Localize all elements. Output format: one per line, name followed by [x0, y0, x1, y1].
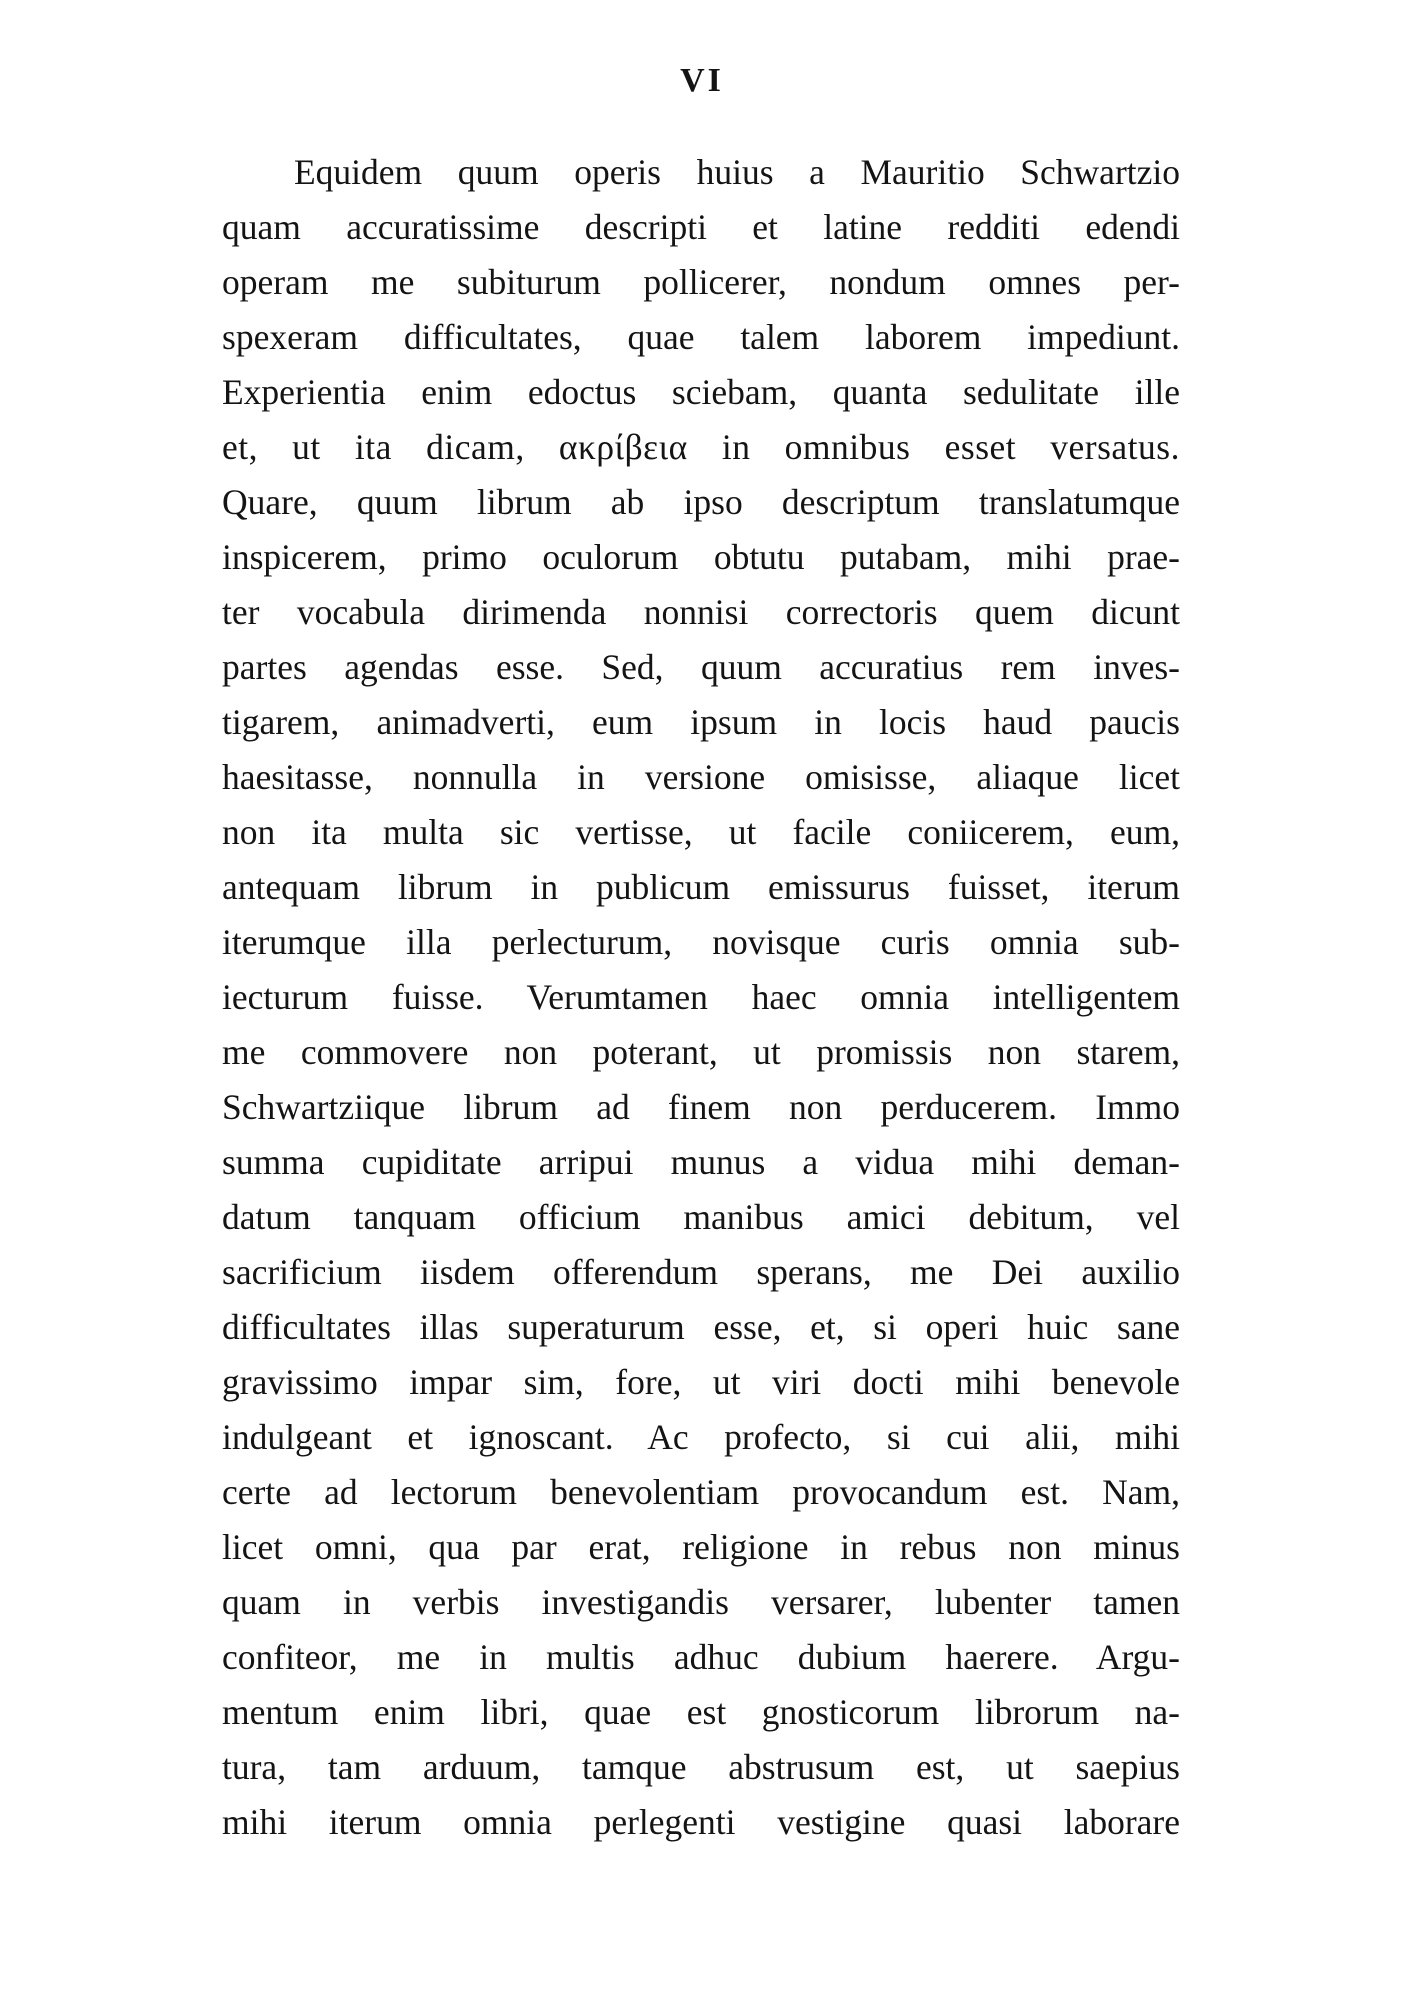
text-line: mihi iterum omnia perlegenti vestigine quasi laborare [222, 1802, 1180, 1842]
text-line: non ita multa sic vertisse, ut facile coniicerem, eum, [222, 812, 1180, 852]
text-line: iecturum fuisse. Verumtamen haec omnia intelligentem [222, 977, 1180, 1017]
text-line: Quare, quum librum ab ipso descriptum translatumque [222, 482, 1180, 522]
text-line: tura, tam arduum, tamque abstrusum est, ut saepius [222, 1747, 1180, 1787]
text-line: quam in verbis investigandis versarer, lubenter tamen [222, 1582, 1180, 1622]
text-line: certe ad lectorum benevolentiam provocandum est. Nam, [222, 1472, 1180, 1512]
text-line: licet omni, qua par erat, religione in rebus non minus [222, 1527, 1180, 1567]
text-line: mentum enim libri, quae est gnosticorum librorum na- [222, 1692, 1180, 1732]
text-line: operam me subiturum pollicerer, nondum omnes per- [222, 262, 1180, 302]
text-line: spexeram difficultates, quae talem laborem impediunt. [222, 317, 1180, 357]
text-line: inspicerem, primo oculorum obtutu putabam, mihi prae- [222, 537, 1180, 577]
text-line: et, ut ita dicam, ακρίβεια in omnibus esset versatus. [222, 427, 1180, 467]
text-line: haesitasse, nonnulla in versione omisisse, aliaque licet [222, 757, 1180, 797]
text-line: confiteor, me in multis adhuc dubium haerere. Argu- [222, 1637, 1180, 1677]
text-line: partes agendas esse. Sed, quum accuratius rem inves- [222, 647, 1180, 687]
text-line: gravissimo impar sim, fore, ut viri docti mihi benevole [222, 1362, 1180, 1402]
text-line: indulgeant et ignoscant. Ac profecto, si cui alii, mihi [222, 1417, 1180, 1457]
text-line: summa cupiditate arripui munus a vidua mihi deman- [222, 1142, 1180, 1182]
text-line: datum tanquam officium manibus amici debitum, vel [222, 1197, 1180, 1237]
text-line: sacrificium iisdem offerendum sperans, me Dei auxilio [222, 1252, 1180, 1292]
body-text [222, 145, 1180, 1850]
text-line: ter vocabula dirimenda nonnisi correctoris quem dicunt [222, 592, 1180, 632]
text-line: iterumque illa perlecturum, novisque curis omnia sub- [222, 922, 1180, 962]
page-number: VI [680, 62, 724, 99]
text-line: Schwartziique librum ad finem non perducerem. Immo [222, 1087, 1180, 1127]
text-line: tigarem, animadverti, eum ipsum in locis haud paucis [222, 702, 1180, 742]
text-line: difficultates illas superaturum esse, et, si operi huic sane [222, 1307, 1180, 1347]
text-line: me commovere non poterant, ut promissis non starem, [222, 1032, 1180, 1072]
text-line: quam accuratissime descripti et latine redditi edendi [222, 207, 1180, 247]
text-line: Experientia enim edoctus sciebam, quanta sedulitate ille [222, 372, 1180, 412]
text-line: Equidem quum operis huius a Mauritio Schwartzio [294, 152, 1180, 192]
text-line: antequam librum in publicum emissurus fuisset, iterum [222, 867, 1180, 907]
